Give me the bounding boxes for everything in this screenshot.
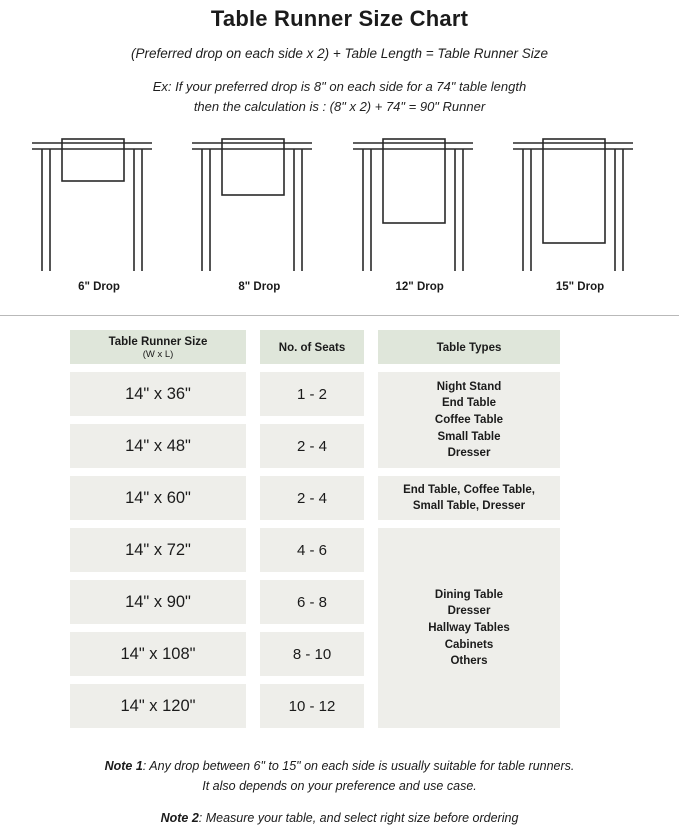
formula-text: (Preferred drop on each side x 2) + Table Length = Table Runner Size	[130, 46, 549, 61]
seats-cell: 4 - 6	[260, 528, 364, 572]
note-1-text: : Any drop between 6" to 15" on each side is usually suitable for table runners.	[142, 759, 575, 774]
size-cell: 14" x 120"	[70, 684, 246, 728]
column-seats	[260, 330, 364, 728]
types-cell-group-3	[378, 528, 560, 728]
size-cell: 14" x 48"	[70, 424, 246, 468]
drop-label-15in: 15" Drop	[555, 281, 605, 294]
note-1-line-1	[34, 756, 645, 776]
table-drawing-icon	[505, 129, 655, 279]
types-line: End Table	[441, 397, 497, 410]
header-size-sub: (W x L)	[142, 349, 174, 361]
types-line: Dresser	[447, 605, 491, 618]
page-title: Table Runner Size Chart	[210, 6, 469, 31]
header-types-label: Table Types	[436, 341, 502, 354]
drop-label-8in: 8" Drop	[238, 281, 281, 294]
seats-cell: 2 - 4	[260, 476, 364, 520]
table-figure-12in	[345, 129, 495, 294]
types-cell-group-2	[378, 476, 560, 520]
notes-section	[0, 728, 679, 828]
table-figure-8in	[184, 129, 334, 294]
drop-label-12in: 12" Drop	[395, 281, 444, 294]
seats-cell: 2 - 4	[260, 424, 364, 468]
table-drawing-icon	[24, 129, 174, 279]
table-figure-6in	[24, 129, 174, 294]
size-cell: 14" x 36"	[70, 372, 246, 416]
types-line: Small Table	[437, 430, 501, 443]
types-line: Others	[450, 655, 488, 668]
types-line: Dining Table	[434, 588, 504, 601]
column-types	[378, 330, 560, 728]
types-line: Small Table, Dresser	[412, 500, 526, 513]
drop-diagram-strip	[0, 129, 679, 309]
table-figures-row	[0, 129, 679, 294]
size-cell: 14" x 108"	[70, 632, 246, 676]
size-cell: 14" x 60"	[70, 476, 246, 520]
table-drawing-icon	[345, 129, 495, 279]
column-size	[70, 330, 246, 728]
size-cell: 14" x 72"	[70, 528, 246, 572]
example-text	[0, 77, 679, 117]
header-types	[378, 330, 560, 364]
header-seats-label: No. of Seats	[278, 341, 346, 354]
size-table	[0, 316, 679, 728]
types-line: Dresser	[447, 447, 491, 460]
seats-cell: 6 - 8	[260, 580, 364, 624]
note-1-line-2: It also depends on your preference and use case.	[202, 779, 477, 794]
drop-label-6in: 6" Drop	[78, 281, 120, 294]
header-size-label: Table Runner Size	[108, 335, 208, 348]
types-line: End Table, Coffee Table,	[403, 483, 535, 496]
types-line: Hallway Tables	[428, 621, 510, 634]
header-size	[70, 330, 246, 364]
header-seats	[260, 330, 364, 364]
note-2-text: : Measure your table, and select right size before ordering	[198, 811, 519, 826]
note-1-label: Note 1	[104, 759, 143, 774]
table-figure-15in	[505, 129, 655, 294]
seats-cell: 8 - 10	[260, 632, 364, 676]
types-line: Coffee Table	[434, 413, 504, 426]
size-cell: 14" x 90"	[70, 580, 246, 624]
note-1	[34, 756, 645, 796]
types-line: Cabinets	[444, 638, 494, 651]
seats-cell: 10 - 12	[260, 684, 364, 728]
types-line: Night Stand	[436, 380, 502, 393]
example-line-1: Ex: If your preferred drop is 8" on each side for a 74" table length	[152, 79, 527, 94]
note-2-label: Note 2	[160, 811, 199, 826]
example-line-2: then the calculation is : (8" x 2) + 74" = 90" Runner	[193, 99, 486, 115]
table-drawing-icon	[184, 129, 334, 279]
seats-cell: 1 - 2	[260, 372, 364, 416]
note-2	[34, 808, 645, 828]
types-cell-group-1	[378, 372, 560, 468]
